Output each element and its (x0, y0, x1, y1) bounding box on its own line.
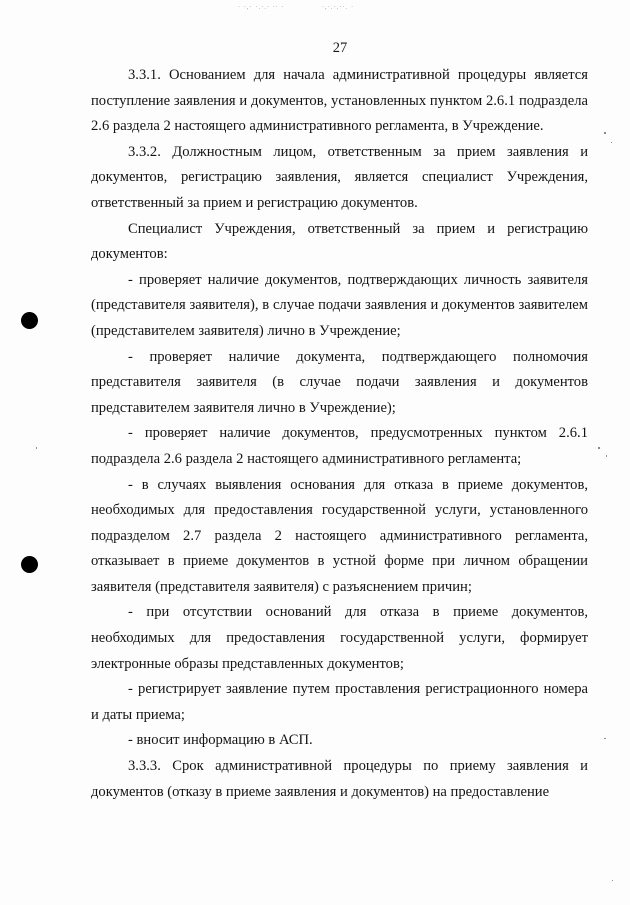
scan-speck (606, 455, 607, 457)
scan-speck (611, 142, 612, 143)
document-body (91, 63, 588, 805)
scan-speck (36, 447, 37, 449)
scan-noise: · ·,· ·.·.· ·· · (238, 4, 285, 11)
scan-speck (604, 738, 606, 739)
list-item-authority-check: - проверяет наличие документа, подтверждающего полномочия представителя заявителя (в случае подачи заявления и документов представителем заявителя лично в Учреждение); (91, 348, 588, 416)
paragraph-3-3-3: 3.3.3. Срок административной процедуры по приему заявления и документов (отказу в приеме заявления и документов) на предоставление (91, 758, 588, 800)
paragraph-3-3-1: 3.3.1. Основанием для начала административной процедуры является поступление заявления и документов, установленных пунктом 2.6.1 подраздела 2.6 раздела 2 настоящего административного регламента, в Учреждение. (91, 67, 588, 135)
scan-speck (612, 880, 613, 881)
paragraph-specialist-intro: Специалист Учреждения, ответственный за прием и регистрацию документов: (91, 220, 588, 263)
list-item-identity-check: - проверяет наличие документов, подтверждающих личность заявителя (представителя заявителя), в случае подачи заявления и документов заявителем (представителем заявителя) лично в Учреждение; (91, 271, 588, 339)
list-item-refusal: - в случаях выявления основания для отказа в приеме документов, необходимых для предоставления государственной услуги, установленного подразделом 2.7 раздела 2 настоящего административного регламента, отказывает в приеме документов в устной форме при личном обращении заявителя (представителя заявителя) с разъяснением причин; (91, 476, 588, 595)
scan-speck (604, 132, 606, 134)
punch-hole (21, 312, 38, 329)
list-item-asp-entry: - вносит информацию в АСП. (128, 732, 313, 749)
list-item-registration: - регистрирует заявление путем проставления регистрационного номера и даты приема; (91, 681, 588, 723)
list-item-electronic-images: - при отсутствии оснований для отказа в приеме документов, необходимых для предоставления государственной услуги, формирует электронные образы представленных документов; (91, 604, 588, 672)
punch-hole (21, 556, 38, 573)
paragraph-3-3-2: 3.3.2. Должностным лицом, ответственным за прием заявления и документов, регистрацию заявления, является специалист Учреждения, ответственный за прием и регистрацию документов. (91, 143, 588, 211)
list-item-documents-check: - проверяет наличие документов, предусмотренных пунктом 2.6.1 подраздела 2.6 раздела 2 настоящего административного регламента; (91, 425, 588, 467)
scan-speck (598, 447, 600, 449)
page-number: 27 (332, 40, 348, 56)
scan-noise: ·,·.·.··. · (322, 4, 354, 11)
